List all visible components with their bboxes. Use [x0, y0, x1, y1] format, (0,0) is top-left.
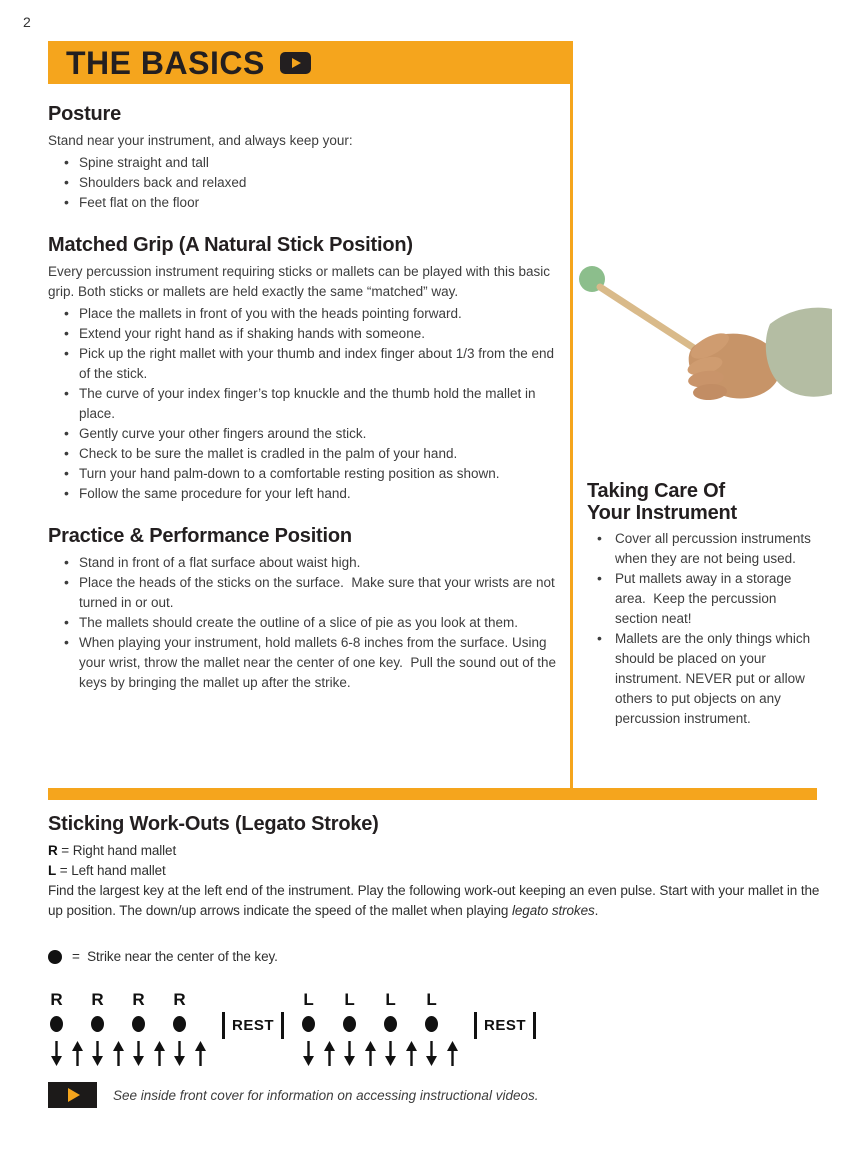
bullet-item: • Mallets are the only things which should be placed on your instrument. NEVER put or allow others to put objects on any percussion instrument. [587, 629, 821, 729]
posture-section [48, 103, 564, 213]
sticking-exercise [48, 991, 823, 1066]
sticking-letter: L [385, 990, 396, 1009]
filled-note-dot-icon [302, 1016, 315, 1032]
filled-note-dot-icon [48, 950, 62, 964]
bullet-item: • Stand in front of a flat surface about waist high. [48, 553, 564, 573]
play-triangle-icon [292, 58, 301, 68]
sticking-letter: R [91, 990, 104, 1009]
care-list [587, 529, 821, 729]
bullet-item: • Extend your right hand as if shaking hands with someone. [48, 324, 564, 344]
filled-note-dot-icon [425, 1016, 438, 1032]
note [171, 991, 212, 1066]
note [341, 991, 382, 1066]
bullet-item: • The mallets should create the outline of a slice of pie as you look at them. [48, 613, 564, 633]
section-banner [48, 41, 573, 84]
page-number: 2 [23, 14, 31, 30]
bullet-item: • Shoulders back and relaxed [48, 173, 564, 193]
sticking-letter: L [303, 990, 314, 1009]
note [48, 991, 89, 1066]
note [423, 991, 464, 1066]
strike-key [48, 947, 823, 967]
practice-section [48, 525, 564, 693]
sticking-letter: R [50, 990, 63, 1009]
sticking-intro: Find the largest key at the left end of the instrument. Play the following work-out keeping an even pulse. Start with your mallet in the up position. The down/up arrows indicate the speed of the mallet when playing legato strokes. [48, 883, 820, 918]
up-arrow-icon [154, 1041, 165, 1066]
up-arrow-icon [324, 1041, 335, 1066]
down-arrow-icon [174, 1041, 185, 1066]
matched-grip-list [48, 304, 564, 504]
down-arrow-icon [133, 1041, 144, 1066]
strike-key-text: = Strike near the center of the key. [72, 949, 278, 964]
posture-heading: Posture [48, 103, 122, 125]
matched-grip-section [48, 234, 564, 504]
filled-note-dot-icon [50, 1016, 63, 1032]
up-arrow-icon [406, 1041, 417, 1066]
bullet-item: • Turn your hand palm-down to a comfortable resting position as shown. [48, 464, 564, 484]
sticking-letter: R [173, 990, 186, 1009]
sticking-legend [48, 841, 823, 881]
page-title: THE BASICS [66, 44, 265, 81]
note-group [300, 991, 464, 1066]
down-arrow-icon [51, 1041, 62, 1066]
up-arrow-icon [72, 1041, 83, 1066]
sticking-section [48, 813, 823, 1066]
bullet-item: • When playing your instrument, hold mallets 6-8 inches from the surface. Using your wrist, throw the mallet near the center of one key. Pull the sound out of the keys by bringing the mallet up after the strike. [48, 633, 564, 693]
horizontal-divider [48, 788, 817, 800]
video-footnote [48, 1082, 538, 1108]
play-video-icon[interactable] [48, 1082, 97, 1108]
bullet-item: • Spine straight and tall [48, 153, 564, 173]
note-group [48, 991, 212, 1066]
sticking-letter: L [344, 990, 355, 1009]
up-arrow-icon [195, 1041, 206, 1066]
filled-note-dot-icon [91, 1016, 104, 1032]
sleeve [766, 308, 832, 397]
bullet-item: • The curve of your index finger’s top knuckle and the thumb hold the mallet in place. [48, 384, 564, 424]
bullet-item: • Gently curve your other fingers around the stick. [48, 424, 564, 444]
legend-line: R = Right hand mallet [48, 843, 177, 858]
bullet-item: • Put mallets away in a storage area. Keep the percussion section neat! [587, 569, 821, 629]
down-arrow-icon [92, 1041, 103, 1066]
practice-heading: Practice & Performance Position [48, 525, 352, 547]
down-arrow-icon [344, 1041, 355, 1066]
up-arrow-icon [365, 1041, 376, 1066]
hand-holding-mallet-photo [572, 262, 832, 478]
rest-marker: REST [222, 1012, 284, 1039]
sticking-letter: L [426, 990, 437, 1009]
main-column [48, 103, 564, 714]
filled-note-dot-icon [132, 1016, 145, 1032]
up-arrow-icon [447, 1041, 458, 1066]
note [382, 991, 423, 1066]
matched-grip-heading: Matched Grip (A Natural Stick Position) [48, 234, 413, 256]
filled-note-dot-icon [343, 1016, 356, 1032]
note [300, 991, 341, 1066]
bullet-item: • Feet flat on the floor [48, 193, 564, 213]
down-arrow-icon [426, 1041, 437, 1066]
bullet-item: • Place the mallets in front of you with the heads pointing forward. [48, 304, 564, 324]
bullet-item: • Pick up the right mallet with your thumb and index finger about 1/3 from the end of the stick. [48, 344, 564, 384]
up-arrow-icon [113, 1041, 124, 1066]
note [89, 991, 130, 1066]
practice-list [48, 553, 564, 693]
bullet-item: • Check to be sure the mallet is cradled in the palm of your hand. [48, 444, 564, 464]
filled-note-dot-icon [384, 1016, 397, 1032]
bullet-item: • Follow the same procedure for your left hand. [48, 484, 564, 504]
care-section [587, 480, 821, 729]
rest-marker: REST [474, 1012, 536, 1039]
bullet-item: • Place the heads of the sticks on the surface. Make sure that your wrists are not turned in or out. [48, 573, 564, 613]
play-video-icon[interactable] [280, 52, 311, 74]
matched-grip-intro: Every percussion instrument requiring sticks or mallets can be played with this basic grip. Both sticks or mallets are held exactly the same “matched” way. [48, 264, 550, 299]
sticking-letter: R [132, 990, 145, 1009]
posture-intro: Stand near your instrument, and always keep your: [48, 133, 353, 148]
sticking-heading: Sticking Work-Outs (Legato Stroke) [48, 813, 379, 835]
care-heading: Taking Care Of Your Instrument [587, 480, 737, 524]
note [130, 991, 171, 1066]
filled-note-dot-icon [173, 1016, 186, 1032]
play-triangle-icon [68, 1088, 80, 1102]
down-arrow-icon [385, 1041, 396, 1066]
posture-list [48, 153, 564, 213]
down-arrow-icon [303, 1041, 314, 1066]
bullet-item: • Cover all percussion instruments when they are not being used. [587, 529, 821, 569]
video-footnote-text: See inside front cover for information on accessing instructional videos. [113, 1087, 539, 1103]
mallet-shaft [600, 287, 700, 352]
legend-line: L = Left hand mallet [48, 863, 166, 878]
